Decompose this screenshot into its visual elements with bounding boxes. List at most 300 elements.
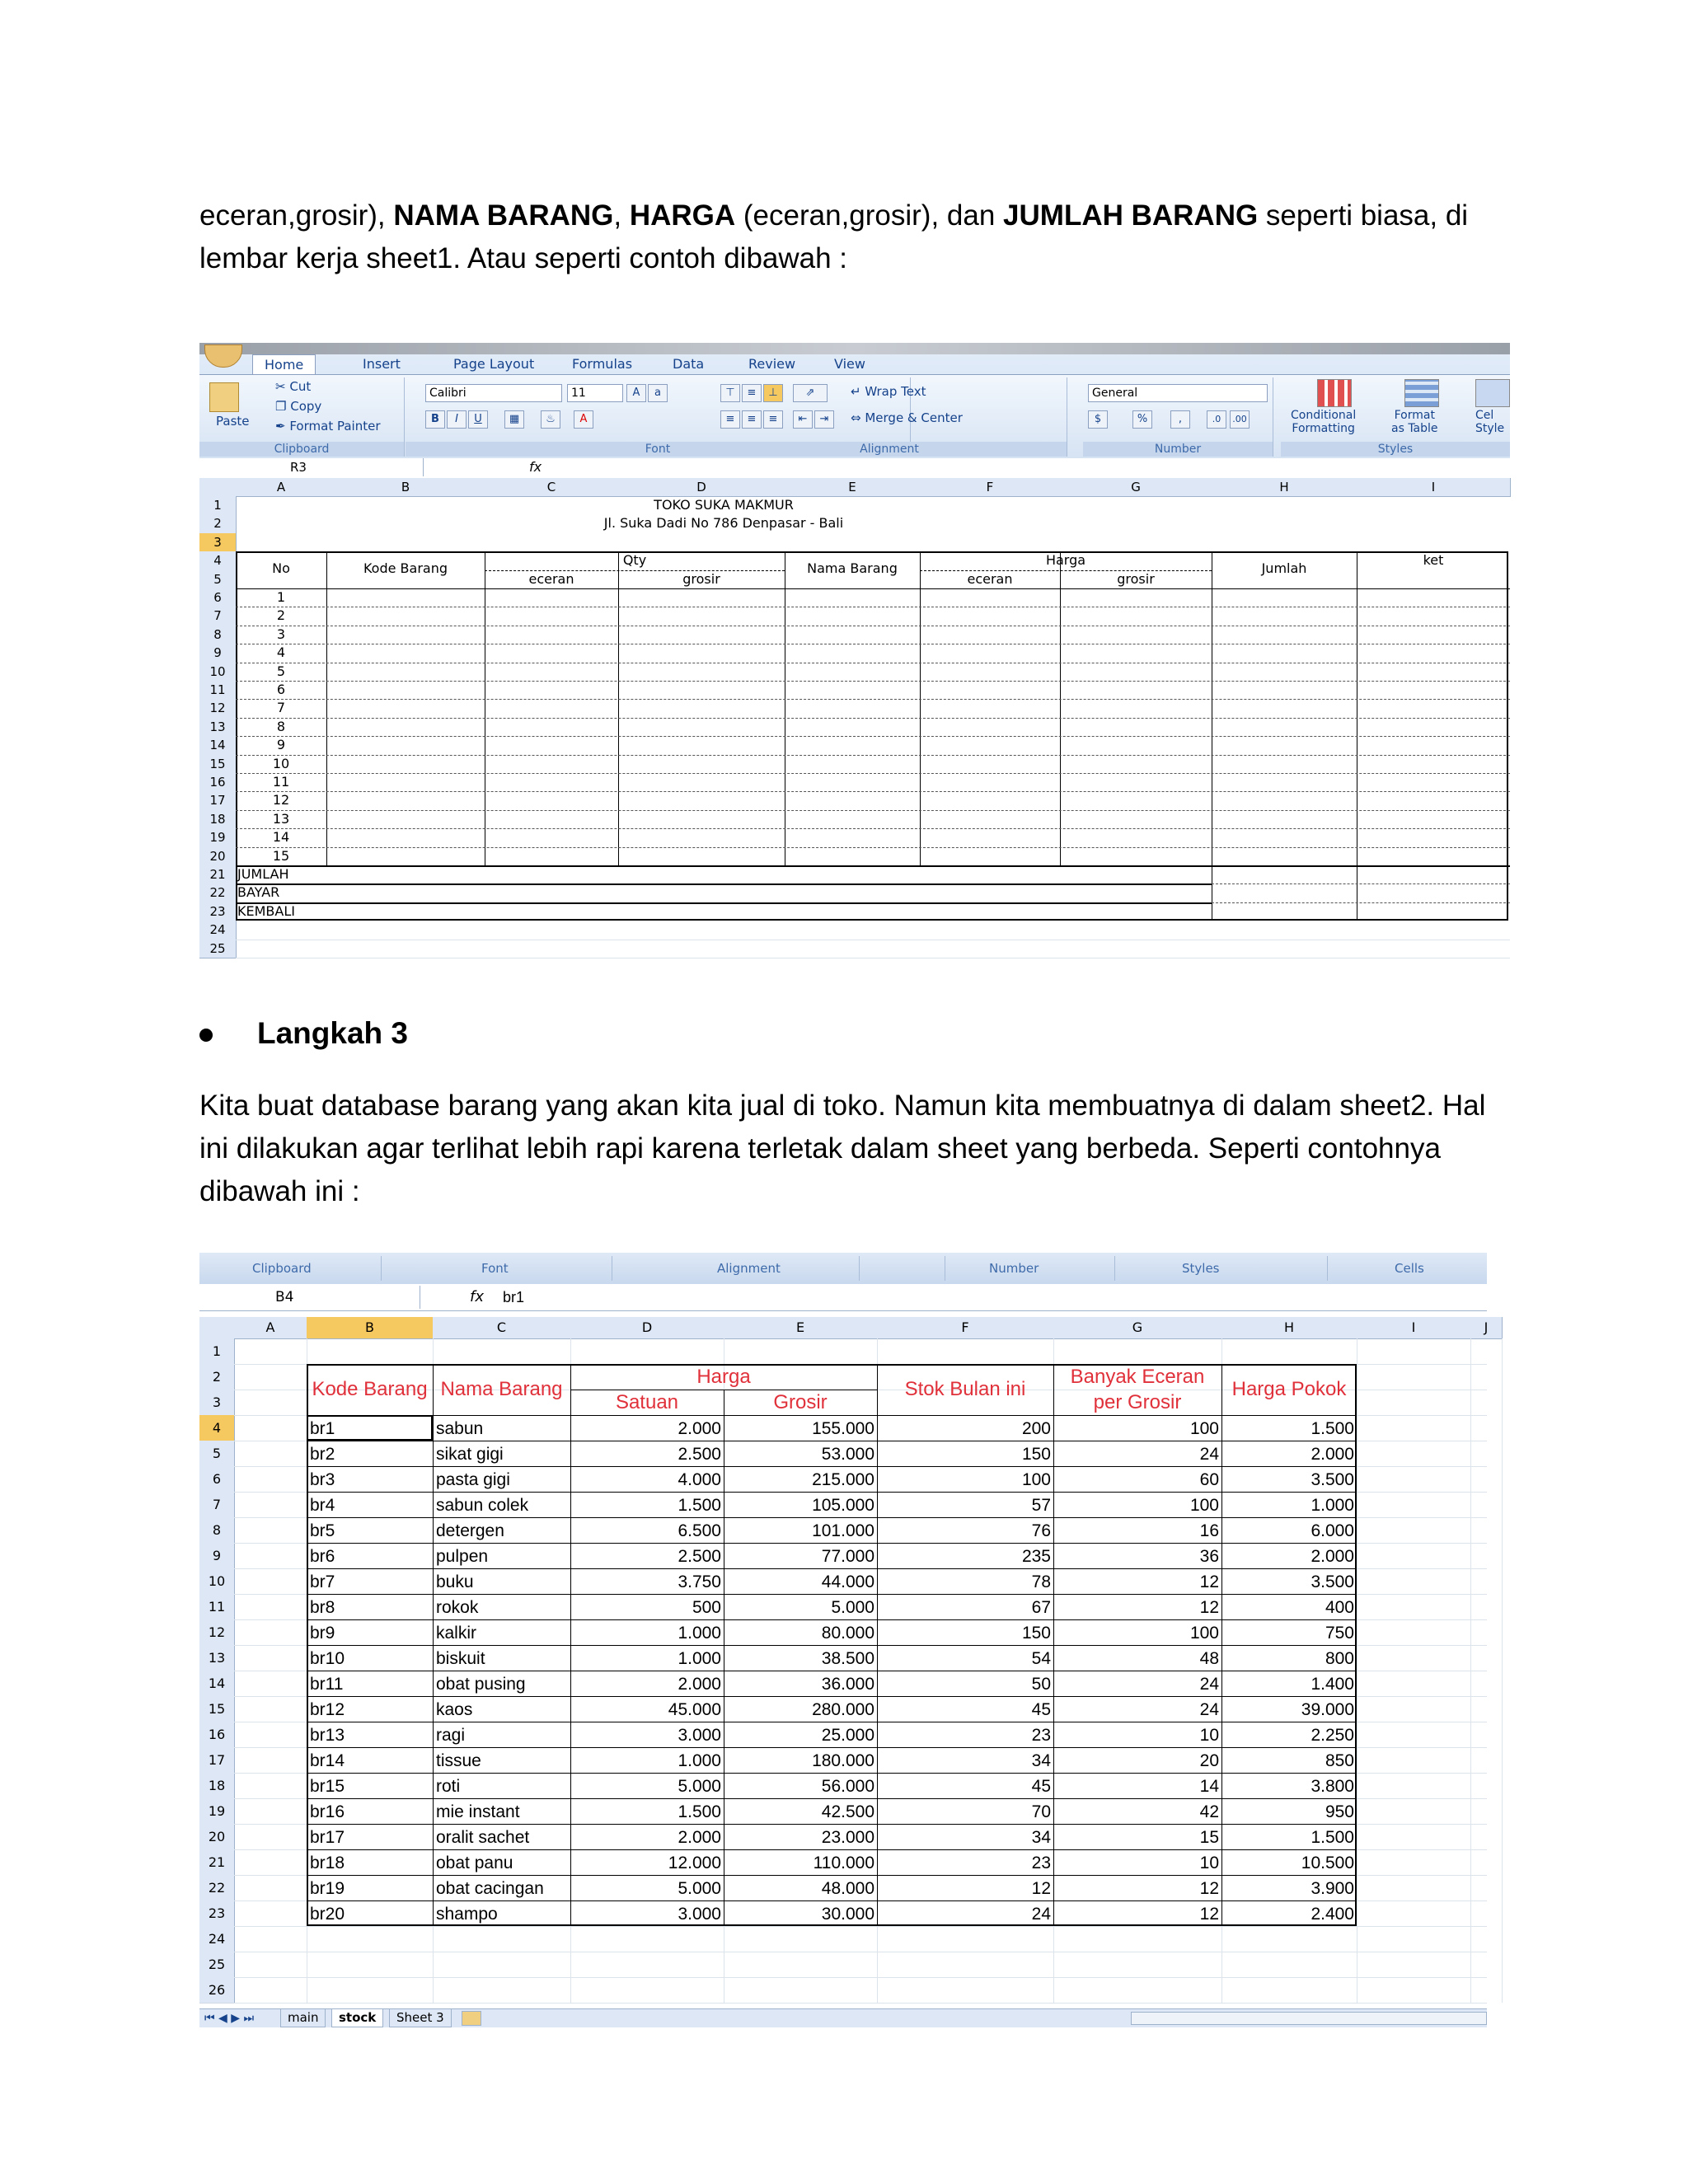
wrap-text-button[interactable]: ↵ Wrap Text xyxy=(851,384,926,399)
row-header[interactable]: 23 xyxy=(199,902,237,921)
cell-satuan[interactable]: 3.000 xyxy=(678,1726,721,1745)
bold-button[interactable]: B xyxy=(425,410,445,429)
cell-satuan[interactable]: 45.000 xyxy=(668,1700,721,1719)
cell-nama[interactable]: sikat gigi xyxy=(436,1445,504,1464)
column-header[interactable]: H xyxy=(1212,478,1357,497)
cell-kode[interactable]: br7 xyxy=(310,1572,335,1591)
align-top-icon[interactable]: ⊤ xyxy=(720,384,740,402)
column-header[interactable]: D xyxy=(618,478,785,497)
row-header[interactable]: 14 xyxy=(199,1671,235,1697)
row-header[interactable]: 21 xyxy=(199,1849,235,1876)
row-header[interactable]: 21 xyxy=(199,865,237,884)
select-all-corner[interactable] xyxy=(199,1317,235,1339)
row-header[interactable]: 2 xyxy=(199,1364,235,1390)
cell-grosir[interactable]: 44.000 xyxy=(821,1572,874,1591)
comma-button[interactable]: , xyxy=(1170,410,1190,429)
cell-satuan[interactable]: 1.000 xyxy=(678,1624,721,1643)
cell-nama[interactable]: mie instant xyxy=(436,1802,520,1821)
cell-stok[interactable]: 24 xyxy=(1031,1905,1051,1924)
row-header[interactable]: 19 xyxy=(199,828,237,847)
cell-grosir[interactable]: 25.000 xyxy=(821,1726,874,1745)
name-box[interactable]: B4 xyxy=(199,1286,420,1309)
row-header[interactable]: 22 xyxy=(199,1875,235,1901)
cell-stok[interactable]: 12 xyxy=(1031,1879,1051,1898)
column-header[interactable]: B xyxy=(307,1317,434,1339)
cell-stok[interactable]: 76 xyxy=(1031,1521,1051,1540)
wrap-text-label: Wrap Text xyxy=(865,384,926,399)
header-harga-grosir: grosir xyxy=(1117,570,1155,587)
cell-stok[interactable]: 78 xyxy=(1031,1572,1051,1591)
cell-nama[interactable]: pasta gigi xyxy=(436,1470,510,1489)
row-header[interactable]: 10 xyxy=(199,1568,235,1595)
row-header[interactable]: 16 xyxy=(199,1722,235,1748)
row-number: 5 xyxy=(276,663,286,679)
cell-stok[interactable]: 100 xyxy=(1021,1470,1051,1489)
cell-grosir[interactable]: 23.000 xyxy=(821,1828,874,1847)
row-header[interactable]: 12 xyxy=(199,1619,235,1646)
row-header[interactable]: 18 xyxy=(199,1773,235,1799)
function-icon[interactable]: fx xyxy=(529,459,542,475)
conditional-formatting-button[interactable] xyxy=(1291,409,1356,435)
cell-pokok[interactable]: 2.400 xyxy=(1311,1905,1354,1924)
cell-satuan[interactable]: 1.500 xyxy=(678,1802,721,1821)
percent-button[interactable]: % xyxy=(1132,410,1152,429)
cell-banyak[interactable]: 12 xyxy=(1199,1598,1219,1617)
cell-kode[interactable]: br6 xyxy=(310,1547,335,1566)
row-header[interactable]: 22 xyxy=(199,883,237,902)
row-header[interactable]: 3 xyxy=(199,1390,235,1416)
cell-nama[interactable]: oralit sachet xyxy=(436,1828,530,1847)
cell-kode[interactable]: br5 xyxy=(310,1521,335,1540)
format-as-table-icon[interactable] xyxy=(1404,379,1439,407)
column-header[interactable]: C xyxy=(433,1317,571,1339)
row-header[interactable]: 24 xyxy=(199,921,237,940)
cell-satuan[interactable]: 3.000 xyxy=(678,1905,721,1924)
column-header[interactable]: H xyxy=(1221,1317,1357,1339)
row-line xyxy=(236,791,1510,792)
merge-center-button[interactable]: ⇔ Merge & Center xyxy=(851,410,963,425)
cell-stok[interactable]: 34 xyxy=(1031,1828,1051,1847)
cell-pokok[interactable]: 950 xyxy=(1325,1802,1354,1821)
ribbon-tab[interactable]: Data xyxy=(673,356,705,372)
row-header[interactable]: 7 xyxy=(199,607,237,626)
cell-pokok[interactable]: 1.500 xyxy=(1311,1419,1354,1438)
cell-stok[interactable]: 54 xyxy=(1031,1649,1051,1668)
cell-banyak[interactable]: 24 xyxy=(1199,1675,1219,1694)
row-header[interactable]: 19 xyxy=(199,1798,235,1825)
number-format-select[interactable]: General xyxy=(1088,384,1268,402)
cell-banyak[interactable]: 15 xyxy=(1199,1828,1219,1847)
row-header[interactable]: 26 xyxy=(199,1977,235,2004)
cell-kode[interactable]: br12 xyxy=(310,1700,345,1719)
shrink-font-icon[interactable]: a xyxy=(648,384,668,402)
align-right-icon[interactable]: ≡ xyxy=(763,410,783,429)
cell-stok[interactable]: 23 xyxy=(1031,1726,1051,1745)
cell-kode[interactable]: br2 xyxy=(310,1445,335,1464)
text-segment: , xyxy=(613,199,630,232)
cell-grosir[interactable]: 280.000 xyxy=(812,1700,874,1719)
sheet-nav-arrows-icon[interactable]: ⏮ ◀ ▶ ⏭ xyxy=(204,2012,255,2025)
ribbon-tab[interactable]: Insert xyxy=(363,356,401,372)
column-header[interactable]: F xyxy=(877,1317,1054,1339)
italic-button[interactable]: I xyxy=(447,410,467,429)
cell-satuan[interactable]: 5.000 xyxy=(678,1879,721,1898)
cell-pokok[interactable]: 800 xyxy=(1325,1649,1354,1668)
cell-grosir[interactable]: 180.000 xyxy=(812,1751,874,1770)
row-header[interactable]: 2 xyxy=(199,514,237,533)
cell-banyak[interactable]: 12 xyxy=(1199,1572,1219,1591)
header-ket: ket xyxy=(1423,552,1444,569)
cell-grosir[interactable]: 155.000 xyxy=(812,1419,874,1438)
increase-decimal-icon[interactable]: .0 xyxy=(1207,410,1226,429)
decrease-indent-icon[interactable]: ⇤ xyxy=(793,410,813,429)
row-header[interactable]: 6 xyxy=(199,1466,235,1493)
copy-button[interactable]: ❐ Copy xyxy=(275,399,322,414)
column-header[interactable]: J xyxy=(1470,1317,1503,1339)
cell-stok[interactable]: 57 xyxy=(1031,1496,1051,1515)
cell-nama[interactable]: shampo xyxy=(436,1905,498,1924)
cell-banyak[interactable]: 100 xyxy=(1189,1496,1219,1515)
cell-styles-icon[interactable] xyxy=(1475,379,1510,407)
ribbon-group-label: Styles xyxy=(1182,1261,1220,1276)
cell-banyak[interactable]: 10 xyxy=(1199,1726,1219,1745)
row-header[interactable]: 13 xyxy=(199,1645,235,1671)
column-header[interactable]: I xyxy=(1357,478,1511,497)
cell-pokok[interactable]: 2.000 xyxy=(1311,1445,1354,1464)
cell-grosir[interactable]: 42.500 xyxy=(821,1802,874,1821)
cell-stok[interactable]: 23 xyxy=(1031,1854,1051,1872)
column-header[interactable]: D xyxy=(570,1317,724,1339)
cell-satuan[interactable]: 1.500 xyxy=(678,1496,721,1515)
column-header[interactable]: E xyxy=(724,1317,878,1339)
row-header[interactable]: 11 xyxy=(199,1594,235,1620)
cell-kode[interactable]: br19 xyxy=(310,1879,345,1898)
cell-satuan[interactable]: 2.500 xyxy=(678,1547,721,1566)
cell-stok[interactable]: 200 xyxy=(1021,1419,1051,1438)
cell-kode[interactable]: br4 xyxy=(310,1496,335,1515)
cell-kode[interactable]: br13 xyxy=(310,1726,345,1745)
cell-pokok[interactable]: 400 xyxy=(1325,1598,1354,1617)
group-separator xyxy=(1327,1256,1328,1281)
column-header[interactable]: B xyxy=(326,478,485,497)
cell-banyak[interactable]: 10 xyxy=(1199,1854,1219,1872)
row-header[interactable]: 5 xyxy=(199,570,237,589)
grid-line xyxy=(1470,1338,1471,2003)
increase-indent-icon[interactable]: ⇥ xyxy=(814,410,834,429)
ribbon-tab[interactable]: View xyxy=(834,356,865,372)
name-box[interactable]: R3 xyxy=(199,458,424,476)
cell-satuan[interactable]: 6.500 xyxy=(678,1521,721,1540)
formula-input[interactable]: br1 xyxy=(503,1289,525,1305)
row-header[interactable]: 17 xyxy=(199,791,237,810)
cell-kode[interactable]: br11 xyxy=(310,1675,344,1694)
row-header[interactable]: 6 xyxy=(199,588,237,607)
row-header[interactable]: 17 xyxy=(199,1747,235,1774)
cell-kode[interactable]: br8 xyxy=(310,1598,335,1617)
grid-line xyxy=(234,2003,1487,2004)
row-header[interactable]: 9 xyxy=(199,1543,235,1569)
row-header[interactable]: 18 xyxy=(199,810,237,829)
row-header[interactable]: 4 xyxy=(199,1415,235,1441)
column-header[interactable]: F xyxy=(920,478,1061,497)
cell-satuan[interactable]: 2.000 xyxy=(678,1675,721,1694)
cell-pokok[interactable]: 3.500 xyxy=(1311,1470,1354,1489)
paste-icon[interactable] xyxy=(209,382,239,412)
cell-kode[interactable]: br17 xyxy=(310,1828,345,1847)
cell-kode[interactable]: br10 xyxy=(310,1649,345,1668)
cell-pokok[interactable]: 2.000 xyxy=(1311,1547,1354,1566)
cell-pokok[interactable]: 1.000 xyxy=(1311,1496,1354,1515)
column-header[interactable]: G xyxy=(1060,478,1212,497)
select-all-corner[interactable] xyxy=(199,478,237,497)
orientation-icon[interactable]: ⇗ xyxy=(793,384,828,402)
cell-stok[interactable]: 67 xyxy=(1031,1598,1051,1617)
cell-stok[interactable]: 50 xyxy=(1031,1675,1051,1694)
row-header[interactable]: 5 xyxy=(199,1441,235,1467)
cell-nama[interactable]: obat cacingan xyxy=(436,1879,544,1898)
cell-stok[interactable]: 45 xyxy=(1031,1777,1051,1796)
cell-satuan[interactable]: 2.000 xyxy=(678,1828,721,1847)
align-center-icon[interactable]: ≡ xyxy=(742,410,762,429)
cell-stok[interactable]: 45 xyxy=(1031,1700,1051,1719)
cell-banyak[interactable]: 12 xyxy=(1199,1905,1219,1924)
cell-banyak[interactable]: 100 xyxy=(1189,1624,1219,1643)
font-name-select[interactable]: Calibri xyxy=(425,384,562,402)
cell-grosir[interactable]: 110.000 xyxy=(813,1854,874,1872)
row-header[interactable]: 12 xyxy=(199,699,237,718)
borders-icon[interactable]: ▦ xyxy=(504,410,524,429)
sheet-tab[interactable]: stock xyxy=(331,2009,383,2027)
row-header[interactable]: 15 xyxy=(199,755,237,774)
column-header[interactable]: I xyxy=(1357,1317,1471,1339)
cell-grosir[interactable]: 48.000 xyxy=(821,1879,874,1898)
text-segment: (eceran,grosir), dan xyxy=(735,199,1004,232)
format-as-table-button[interactable] xyxy=(1391,409,1438,435)
row-header[interactable]: 24 xyxy=(199,1926,235,1952)
row-number: 3 xyxy=(276,626,286,642)
row-header[interactable]: 4 xyxy=(199,551,237,570)
header-harga-eceran: eceran xyxy=(967,570,1013,587)
cell-pokok[interactable]: 6.000 xyxy=(1311,1521,1354,1540)
row-header[interactable]: 1 xyxy=(199,496,237,515)
font-size-select[interactable]: 11 xyxy=(567,384,623,402)
cell-nama[interactable]: rokok xyxy=(436,1598,479,1617)
cell-stok[interactable]: 70 xyxy=(1031,1802,1051,1821)
row-header[interactable]: 15 xyxy=(199,1696,235,1722)
cell-pokok[interactable]: 1.400 xyxy=(1311,1675,1354,1694)
cell-grosir[interactable]: 30.000 xyxy=(821,1905,874,1924)
cell-satuan[interactable]: 2.500 xyxy=(678,1445,721,1464)
cell-kode[interactable]: br18 xyxy=(310,1854,345,1872)
cell-satuan[interactable]: 5.000 xyxy=(678,1777,721,1796)
cell-banyak[interactable]: 12 xyxy=(1199,1879,1219,1898)
cell-nama[interactable]: ragi xyxy=(436,1726,466,1745)
cell-kode[interactable]: br9 xyxy=(310,1624,335,1643)
cell-kode[interactable]: br1 xyxy=(310,1419,335,1438)
cell-pokok[interactable]: 10.500 xyxy=(1301,1854,1354,1872)
cell-banyak[interactable]: 100 xyxy=(1189,1419,1219,1438)
header-satuan: Satuan xyxy=(615,1391,679,1413)
merge-center-label: Merge & Center xyxy=(865,410,963,425)
cell-banyak[interactable]: 48 xyxy=(1199,1649,1219,1668)
totals-label: KEMBALI xyxy=(237,902,295,919)
cell-kode[interactable]: br20 xyxy=(310,1905,345,1924)
cell-pokok[interactable]: 1.500 xyxy=(1311,1828,1354,1847)
row-header[interactable]: 7 xyxy=(199,1492,235,1518)
sheet-tab[interactable]: main xyxy=(280,2009,326,2027)
sheet-tabs-bar xyxy=(199,2008,1487,2027)
cell-nama[interactable]: kaos xyxy=(436,1700,473,1719)
office-button-icon[interactable] xyxy=(204,344,242,368)
grow-font-icon[interactable]: A xyxy=(626,384,646,402)
sheet-tab[interactable]: Sheet 3 xyxy=(389,2009,452,2027)
cell-grosir[interactable]: 77.000 xyxy=(821,1547,874,1566)
column-header[interactable]: A xyxy=(236,478,327,497)
cell-grosir[interactable]: 56.000 xyxy=(821,1777,874,1796)
cell-banyak[interactable]: 42 xyxy=(1199,1802,1219,1821)
cell-stok[interactable]: 34 xyxy=(1031,1751,1051,1770)
horizontal-scrollbar[interactable] xyxy=(1131,2012,1487,2025)
cell-banyak[interactable]: 16 xyxy=(1199,1521,1219,1540)
cell-grosir[interactable]: 38.500 xyxy=(821,1649,874,1668)
conditional-formatting-icon[interactable] xyxy=(1317,379,1352,407)
row-number: 6 xyxy=(276,682,286,697)
cell-nama[interactable]: kalkir xyxy=(436,1624,477,1643)
alignment-group-label: Alignment xyxy=(712,442,1067,457)
column-header[interactable]: A xyxy=(234,1317,307,1339)
cell-satuan[interactable]: 1.000 xyxy=(678,1649,721,1668)
title-bar xyxy=(199,343,1510,354)
cell-grosir[interactable]: 5.000 xyxy=(831,1598,874,1617)
row-header[interactable]: 8 xyxy=(199,626,237,644)
currency-button[interactable]: $ xyxy=(1088,410,1108,429)
cell-nama[interactable]: tissue xyxy=(436,1751,481,1770)
cell-nama[interactable]: obat pusing xyxy=(436,1675,526,1694)
format-painter-button[interactable]: ✒ Format Painter xyxy=(275,419,381,434)
cell-satuan[interactable]: 2.000 xyxy=(678,1419,721,1438)
align-middle-icon[interactable]: ≡ xyxy=(742,384,762,402)
row-header[interactable]: 23 xyxy=(199,1900,235,1927)
row-header[interactable]: 3 xyxy=(199,533,237,552)
cell-satuan[interactable]: 500 xyxy=(692,1598,721,1617)
row-header[interactable]: 25 xyxy=(199,940,237,958)
totals-line xyxy=(1212,883,1510,884)
paste-button[interactable]: Paste xyxy=(216,414,250,429)
column-header[interactable]: E xyxy=(785,478,921,497)
cell-grosir[interactable]: 36.000 xyxy=(821,1675,874,1694)
row-header[interactable]: 25 xyxy=(199,1952,235,1978)
cell-nama[interactable]: biskuit xyxy=(436,1649,485,1668)
align-left-icon[interactable]: ≡ xyxy=(720,410,740,429)
fill-color-icon[interactable]: ♨ xyxy=(541,410,560,429)
row-header[interactable]: 14 xyxy=(199,736,237,755)
cell-satuan[interactable]: 12.000 xyxy=(668,1854,721,1872)
cell-grosir[interactable]: 101.000 xyxy=(812,1521,874,1540)
row-header[interactable]: 20 xyxy=(199,1824,235,1850)
cell-kode[interactable]: br3 xyxy=(310,1470,335,1489)
row-header[interactable]: 1 xyxy=(199,1338,235,1365)
row-header[interactable]: 9 xyxy=(199,644,237,663)
header-per-grosir: per Grosir xyxy=(1093,1391,1182,1413)
cell-kode[interactable]: br15 xyxy=(310,1777,345,1796)
insert-sheet-icon[interactable] xyxy=(462,2011,481,2026)
underline-button[interactable]: U xyxy=(468,410,488,429)
row-header[interactable]: 13 xyxy=(199,718,237,737)
cell-stok[interactable]: 235 xyxy=(1021,1547,1051,1566)
cell-styles-button[interactable] xyxy=(1475,409,1504,435)
clipboard-group xyxy=(199,377,405,457)
cell-banyak[interactable]: 14 xyxy=(1199,1777,1219,1796)
clipboard-group-label: Clipboard xyxy=(199,442,404,457)
cell-grosir[interactable]: 105.000 xyxy=(812,1496,874,1515)
cell-nama[interactable]: roti xyxy=(436,1777,461,1796)
cell-kode[interactable]: br16 xyxy=(310,1802,345,1821)
cell-pokok[interactable]: 2.250 xyxy=(1311,1726,1354,1745)
cell-pokok[interactable]: 3.900 xyxy=(1311,1879,1354,1898)
cell-pokok[interactable]: 850 xyxy=(1325,1751,1354,1770)
column-header[interactable]: G xyxy=(1053,1317,1222,1339)
cell-satuan[interactable]: 3.750 xyxy=(678,1572,721,1591)
ribbon-tab[interactable]: Review xyxy=(748,356,796,372)
column-line xyxy=(920,551,921,865)
row-header[interactable]: 20 xyxy=(199,847,237,866)
cell-banyak[interactable]: 20 xyxy=(1199,1751,1219,1770)
totals-label: BAYAR xyxy=(237,884,280,901)
row-header[interactable]: 8 xyxy=(199,1517,235,1544)
cell-satuan[interactable]: 4.000 xyxy=(678,1470,721,1489)
ribbon-tab[interactable]: Page Layout xyxy=(453,356,535,372)
align-bottom-icon[interactable]: ⊥ xyxy=(763,384,783,402)
cell-nama[interactable]: sabun xyxy=(436,1419,484,1438)
cell-banyak[interactable]: 24 xyxy=(1199,1700,1219,1719)
cell-pokok[interactable]: 750 xyxy=(1325,1624,1354,1643)
cell-pokok[interactable]: 39.000 xyxy=(1301,1700,1354,1719)
cell-nama[interactable]: obat panu xyxy=(436,1854,513,1872)
header-qty-grosir: grosir xyxy=(682,570,720,587)
ribbon-tab[interactable]: Home xyxy=(252,354,316,375)
cell-grosir[interactable]: 80.000 xyxy=(821,1624,874,1643)
cell-nama[interactable]: buku xyxy=(436,1572,474,1591)
cell-banyak[interactable]: 24 xyxy=(1199,1445,1219,1464)
row-header[interactable]: 10 xyxy=(199,663,237,682)
ribbon-tab[interactable]: Formulas xyxy=(572,356,633,372)
totals-line xyxy=(236,883,1212,885)
cell-nama[interactable]: pulpen xyxy=(436,1547,489,1566)
row-header[interactable]: 16 xyxy=(199,773,237,792)
cell-nama[interactable]: detergen xyxy=(436,1521,504,1540)
cell-pokok[interactable]: 3.500 xyxy=(1311,1572,1354,1591)
function-icon[interactable]: fx xyxy=(470,1288,484,1305)
cell-grosir[interactable]: 215.000 xyxy=(812,1470,874,1489)
cell-pokok[interactable]: 3.800 xyxy=(1311,1777,1354,1796)
cell-banyak[interactable]: 60 xyxy=(1199,1470,1219,1489)
decrease-decimal-icon[interactable]: .00 xyxy=(1230,410,1250,429)
active-cell[interactable] xyxy=(307,1415,433,1441)
font-color-icon[interactable]: A xyxy=(574,410,593,429)
cell-grosir[interactable]: 53.000 xyxy=(821,1445,874,1464)
cell-banyak[interactable]: 36 xyxy=(1199,1547,1219,1566)
cell-stok[interactable]: 150 xyxy=(1021,1445,1051,1464)
cell-kode[interactable]: br14 xyxy=(310,1751,345,1770)
cell-nama[interactable]: sabun colek xyxy=(436,1496,529,1515)
alignment-group xyxy=(712,377,1067,457)
header-no: No xyxy=(272,560,290,577)
cut-button[interactable]: ✂ Cut xyxy=(275,379,312,394)
row-header[interactable]: 11 xyxy=(199,681,237,700)
cell-satuan[interactable]: 1.000 xyxy=(678,1751,721,1770)
cell-stok[interactable]: 150 xyxy=(1021,1624,1051,1643)
column-header[interactable]: C xyxy=(485,478,619,497)
